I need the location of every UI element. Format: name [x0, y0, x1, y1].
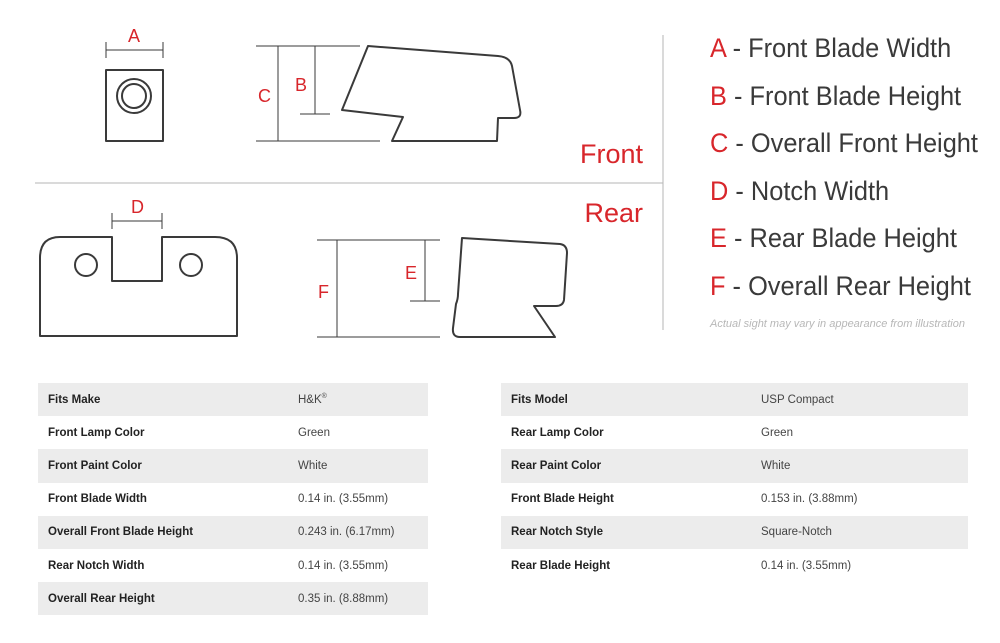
- legend-text: - Front Blade Width: [725, 33, 952, 63]
- rear-lamp-left-circle: [75, 254, 97, 276]
- legend-text: - Rear Blade Height: [726, 223, 957, 254]
- front-sight-profile: [342, 46, 520, 141]
- spec-value: Square-Notch: [761, 526, 832, 539]
- rear-label: Rear: [584, 198, 643, 228]
- legend-item-e: [710, 218, 978, 266]
- legend-letter: E: [710, 223, 727, 254]
- spec-value: White: [761, 459, 791, 472]
- front-label: Front: [579, 139, 643, 169]
- spec-value: 0.153 in. (3.88mm): [761, 493, 858, 506]
- spec-value: [288, 383, 428, 416]
- legend-text: - Notch Width: [728, 175, 890, 206]
- legend-item-f: [710, 266, 978, 314]
- spec-key: Front Paint Color: [48, 459, 142, 472]
- spec-key: Rear Notch Width: [48, 559, 145, 572]
- legend-item-a: [710, 28, 978, 76]
- label-b: B: [295, 75, 308, 95]
- legend-text: - Front Blade Height: [726, 80, 962, 111]
- legend-text: - Overall Front Height: [728, 128, 978, 159]
- label-d: D: [131, 197, 144, 217]
- table-row: [501, 516, 968, 549]
- spec-value: 0.14 in. (3.55mm): [298, 493, 389, 506]
- spec-key: Rear Blade Height: [511, 559, 611, 572]
- spec-key: Overall Front Blade Height: [48, 526, 194, 539]
- spec-key: Rear Lamp Color: [511, 426, 604, 439]
- spec-value-text: H&K: [298, 394, 322, 406]
- spec-value: USP Compact: [761, 393, 834, 406]
- label-a: A: [128, 26, 141, 46]
- spec-value: 0.243 in. (6.17mm): [298, 526, 395, 539]
- spec-value: White: [298, 459, 328, 472]
- label-f: F: [318, 282, 329, 302]
- table-row: [501, 449, 968, 482]
- front-sight-end-view: [106, 70, 163, 141]
- label-e: E: [405, 263, 418, 283]
- legend-text: - Overall Rear Height: [725, 270, 971, 301]
- legend-item-d: [710, 171, 978, 219]
- table-row: [38, 582, 428, 615]
- rear-lamp-right-circle: [180, 254, 202, 276]
- spec-value: Green: [761, 426, 793, 439]
- spec-key: Rear Notch Style: [511, 526, 604, 539]
- spec-value: 0.35 in. (8.88mm): [298, 592, 389, 605]
- spec-value: 0.14 in. (3.55mm): [298, 559, 389, 572]
- spec-key: Fits Model: [511, 393, 568, 406]
- legend-item-c: [710, 123, 978, 171]
- dimension-legend: [710, 28, 995, 314]
- table-row: [38, 516, 428, 549]
- legend-letter: C: [710, 128, 729, 159]
- legend-letter: A: [710, 33, 726, 63]
- spec-key: Front Lamp Color: [48, 426, 145, 439]
- table-row: [501, 549, 968, 582]
- spec-key: Front Blade Height: [511, 493, 614, 506]
- front-lamp-inner-circle: [122, 84, 146, 108]
- table-row: [38, 449, 428, 482]
- table-row: [38, 383, 428, 416]
- illustration-disclaimer: Actual sight may vary in appearance from illustration: [710, 318, 965, 330]
- table-row: [501, 483, 968, 516]
- table-row: [38, 483, 428, 516]
- spec-key: Fits Make: [48, 393, 101, 406]
- registered-mark: ®: [321, 393, 327, 401]
- spec-key: Front Blade Width: [48, 493, 147, 506]
- table-row: [38, 416, 428, 449]
- table-row: [38, 549, 428, 582]
- spec-table-left: [38, 383, 428, 615]
- rear-sight-profile: [453, 238, 567, 337]
- spec-key: Overall Rear Height: [48, 592, 155, 605]
- spec-value: Green: [298, 426, 330, 439]
- legend-letter: B: [710, 80, 727, 111]
- spec-table-right: [501, 383, 968, 582]
- table-row: [501, 416, 968, 449]
- rear-sight-end-view: [40, 237, 237, 336]
- spec-value: 0.14 in. (3.55mm): [761, 559, 852, 572]
- table-row: [501, 383, 968, 416]
- legend-letter: D: [710, 175, 729, 206]
- legend-letter: F: [710, 270, 726, 301]
- label-c: C: [258, 86, 271, 106]
- spec-key: Rear Paint Color: [511, 459, 602, 472]
- legend-item-b: [710, 76, 978, 124]
